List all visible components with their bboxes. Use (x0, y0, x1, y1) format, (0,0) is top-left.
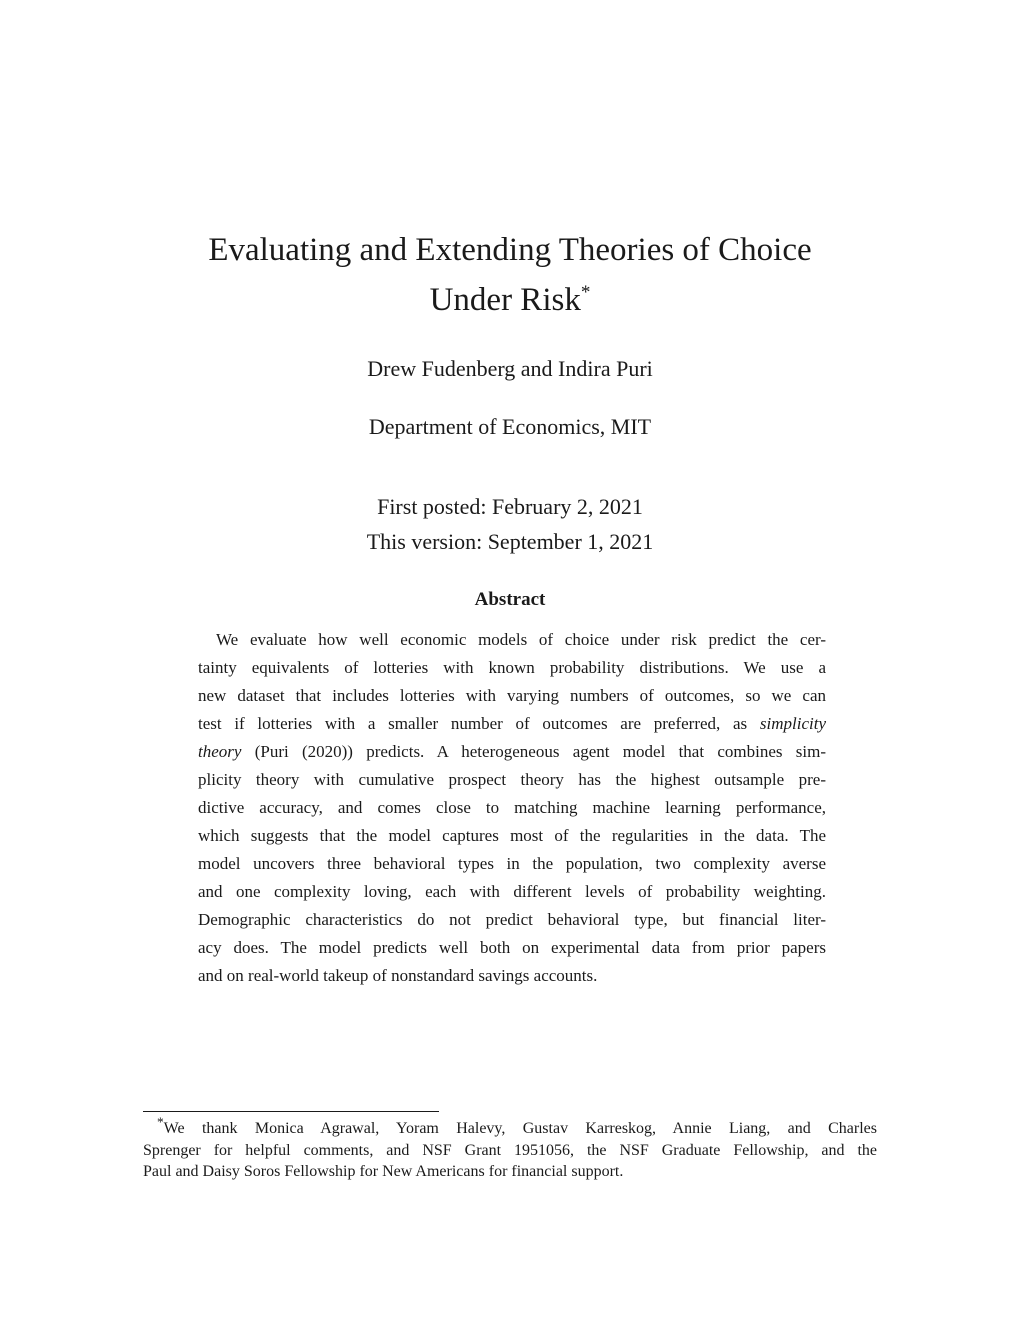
first-posted-date: First posted: February 2, 2021 (377, 494, 643, 519)
affiliation: Department of Economics, MIT (368, 414, 652, 439)
abstract-line: test if lotteries with a smaller number of outcomes are preferred, as simplicity (198, 714, 826, 733)
footnote-marker-icon: * (157, 1114, 164, 1130)
footnote-section (143, 1111, 877, 1183)
authors: Drew Fudenberg and Indira Puri (367, 356, 653, 381)
version-date: This version: September 1, 2021 (366, 529, 654, 554)
dates-block (0, 489, 1020, 559)
abstract-line: We evaluate how well economic models of choice under risk predict the cer- (216, 630, 826, 649)
abstract-line: plicity theory with cumulative prospect theory has the highest outsample pre- (198, 770, 826, 789)
abstract-line: acy does. The model predicts well both on experimental data from prior papers (198, 938, 826, 957)
footnote-line: Sprenger for helpful comments, and NSF Grant 1951056, the NSF Graduate Fellowship, and the (143, 1141, 877, 1159)
paper-title (0, 225, 1020, 325)
title-footnote-marker-icon: * (580, 282, 591, 303)
abstract-line: and one complexity loving, each with different levels of probability weighting. (198, 882, 826, 901)
footnote-line: Paul and Daisy Soros Fellowship for New Americans for financial support. (143, 1163, 624, 1180)
abstract-heading: Abstract (474, 589, 546, 610)
footnote-rule (143, 1111, 439, 1112)
abstract-line: Demographic characteristics do not predict behavioral type, but financial liter- (198, 910, 826, 929)
abstract-line: tainty equivalents of lotteries with known probability distributions. We use a (198, 658, 826, 677)
footnote-line: *We thank Monica Agrawal, Yoram Halevy, Gustav Karreskog, Annie Liang, and Charles (157, 1114, 877, 1137)
abstract-line: dictive accuracy, and comes close to matching machine learning performance, (198, 798, 826, 817)
abstract-body (198, 626, 826, 990)
abstract-line: theory (Puri (2020)) predicts. A heterogeneous agent model that combines sim- (198, 742, 826, 761)
abstract-line: which suggests that the model captures most of the regularities in the data. The (198, 826, 826, 845)
footnote-body (143, 1114, 877, 1183)
paper-title-line-2-text: Under Risk (429, 282, 581, 318)
abstract-line: model uncovers three behavioral types in the population, two complexity averse (198, 854, 826, 873)
paper-title-line-2 (0, 275, 1020, 325)
abstract-line: and on real-world takeup of nonstandard savings accounts. (198, 966, 598, 985)
abstract-line: new dataset that includes lotteries with varying numbers of outcomes, so we can (198, 686, 826, 705)
paper-title-line-1: Evaluating and Extending Theories of Choice (208, 232, 812, 268)
